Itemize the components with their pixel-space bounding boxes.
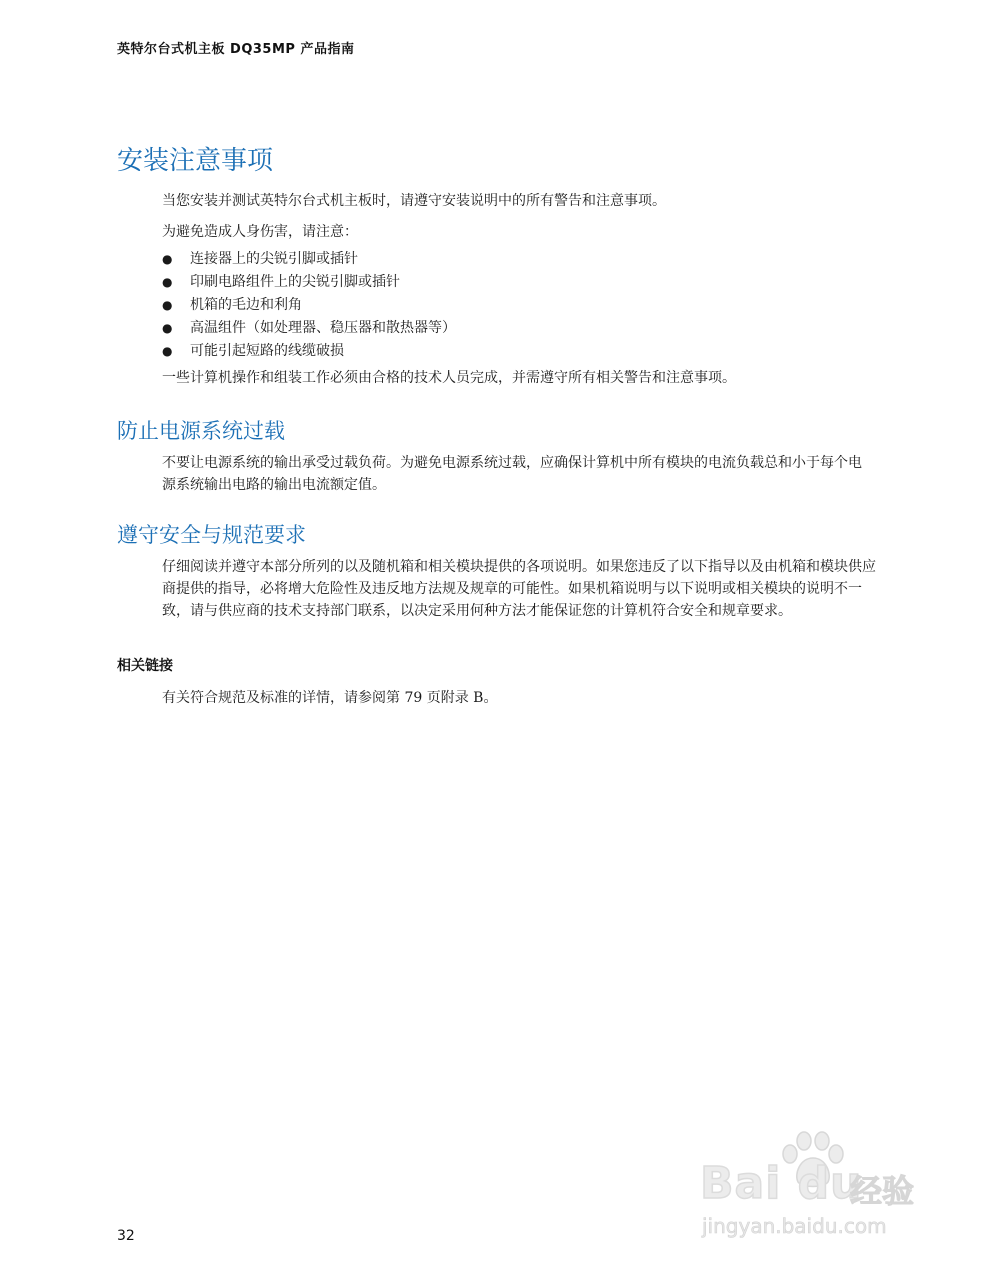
watermark-url: jingyan.baidu.com (702, 1214, 887, 1238)
install-closing: 一些计算机操作和组装工作必须由合格的技术人员完成，并需遵守所有相关警告和注意事项。 (162, 370, 736, 386)
related-links-heading: 相关链接 (117, 658, 173, 674)
list-item: ● 机箱的毛边和利角 (162, 294, 456, 317)
related-links-body[interactable]: 有关符合规范及标准的详情，请参阅第 79 页附录 B。 (162, 690, 498, 706)
list-item: ● 可能引起短路的线缆破损 (162, 340, 456, 363)
list-item: ● 印刷电路组件上的尖锐引脚或插针 (162, 271, 456, 294)
baidu-jingyan-watermark (700, 1130, 940, 1240)
hazard-list (162, 248, 456, 363)
install-lead: 为避免造成人身伤害，请注意： (162, 224, 358, 240)
bullet-icon: ● (162, 252, 173, 266)
list-item: ● 连接器上的尖锐引脚或插针 (162, 248, 456, 271)
overload-body: 不要让电源系统的输出承受过载负荷。为避免电源系统过载，应确保计算机中所有模块的电流负载总和小于每个电源系统输出电路的输出电流额定值。 (162, 455, 862, 493)
section-title-install: 安装注意事项 (117, 146, 274, 176)
bullet-icon: ● (162, 344, 173, 358)
running-header: 英特尔台式机主板 DQ35MP 产品指南 (117, 42, 355, 57)
list-item: ● 高温组件（如处理器、稳压器和散热器等） (162, 317, 456, 340)
section-title-compliance: 遵守安全与规范要求 (117, 523, 306, 547)
bullet-icon: ● (162, 321, 173, 335)
bullet-icon: ● (162, 298, 173, 312)
watermark-logo: Bai du (700, 1158, 863, 1209)
section-title-overload: 防止电源系统过载 (117, 419, 285, 443)
bullet-icon: ● (162, 275, 173, 289)
compliance-body: 仔细阅读并遵守本部分所列的以及随机箱和相关模块提供的各项说明。如果您违反了以下指导以及由机箱和模块供应商提供的指导，必将增大危险性及违反地方法规及规章的可能性。如果机箱说明与以下说明或相关模块的说明不一致，请与供应商的技术支持部门联系，以决定采用何种方法才能保证您的计算机符合安全和规章要求。 (162, 559, 876, 619)
page-number: 32 (117, 1228, 135, 1244)
install-intro: 当您安装并测试英特尔台式机主板时，请遵守安装说明中的所有警告和注意事项。 (162, 193, 666, 209)
watermark-cn-text: 经验 (850, 1172, 915, 1210)
